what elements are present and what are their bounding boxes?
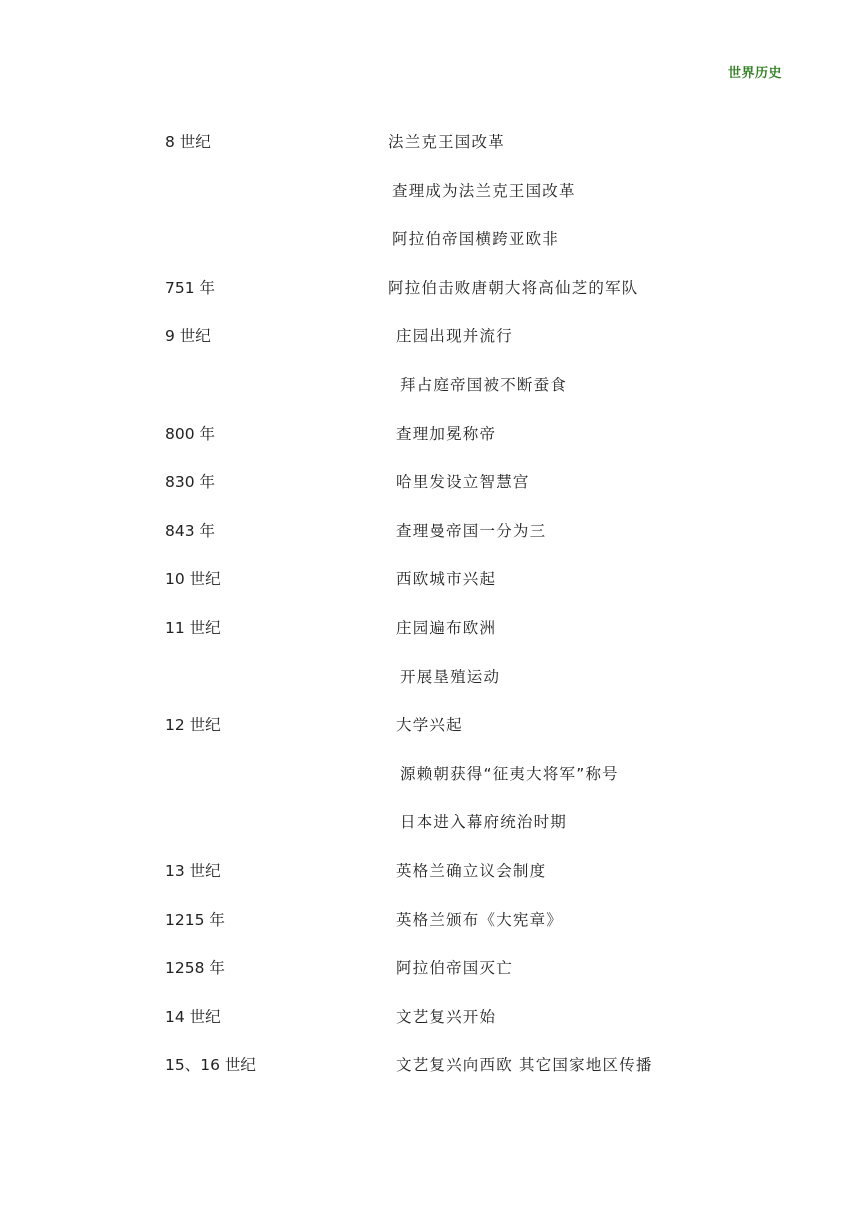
row-event: 文艺复兴向西欧 其它国家地区传播 [396,1056,653,1075]
row-event: 阿拉伯帝国灭亡 [396,959,513,978]
timeline-row [165,274,785,323]
timeline-row [165,371,785,420]
row-event: 查理成为法兰克王国改革 [392,181,576,200]
timeline-row [165,128,785,177]
row-event: 查理曼帝国一分为三 [396,521,547,540]
timeline-row [165,663,785,712]
row-date: 11 世纪 [165,618,221,637]
row-date: 843 年 [165,521,216,540]
timeline-row [165,517,785,566]
timeline-table [165,128,785,1100]
timeline-row [165,954,785,1003]
row-event: 西欧城市兴起 [396,570,497,589]
timeline-row [165,808,785,857]
row-event: 庄园出现并流行 [396,327,513,346]
timeline-row [165,468,785,517]
row-event: 查理加冕称帝 [396,424,497,443]
row-date: 751 年 [165,278,216,297]
row-date: 830 年 [165,473,216,492]
timeline-row [165,322,785,371]
row-date: 1215 年 [165,910,225,929]
timeline-row [165,225,785,274]
row-event: 阿拉伯击败唐朝大将高仙芝的军队 [388,278,639,297]
row-date: 15、16 世纪 [165,1056,256,1075]
row-event: 英格兰颁布《大宪章》 [396,910,564,929]
row-event: 英格兰确立议会制度 [396,861,547,880]
row-date: 10 世纪 [165,570,221,589]
row-event: 大学兴起 [396,716,463,735]
row-event: 阿拉伯帝国横跨亚欧非 [392,230,560,249]
timeline-row [165,177,785,226]
row-event: 庄园遍布欧洲 [396,618,497,637]
timeline-row [165,420,785,469]
row-event: 日本进入幕府统治时期 [400,813,568,832]
row-date: 13 世纪 [165,861,221,880]
row-date: 800 年 [165,424,216,443]
timeline-row [165,906,785,955]
timeline-row [165,711,785,760]
row-date: 8 世纪 [165,133,211,151]
timeline-row [165,1003,785,1052]
timeline-row [165,614,785,663]
timeline-row [165,857,785,906]
row-date: 14 世纪 [165,1007,221,1026]
row-event: 源赖朝获得“征夷大将军”称号 [400,764,619,783]
timeline-row [165,760,785,809]
header-title: 世界历史 [727,66,782,81]
row-date: 1258 年 [165,959,225,978]
timeline-row [165,1051,785,1100]
row-event: 法兰克王国改革 [388,133,505,151]
row-event: 文艺复兴开始 [396,1007,497,1026]
row-event: 拜占庭帝国被不断蚕食 [400,375,568,394]
row-event: 开展垦殖运动 [400,667,501,686]
row-date: 9 世纪 [165,327,211,346]
row-event: 哈里发设立智慧宫 [396,473,530,492]
timeline-row [165,565,785,614]
row-date: 12 世纪 [165,716,221,735]
